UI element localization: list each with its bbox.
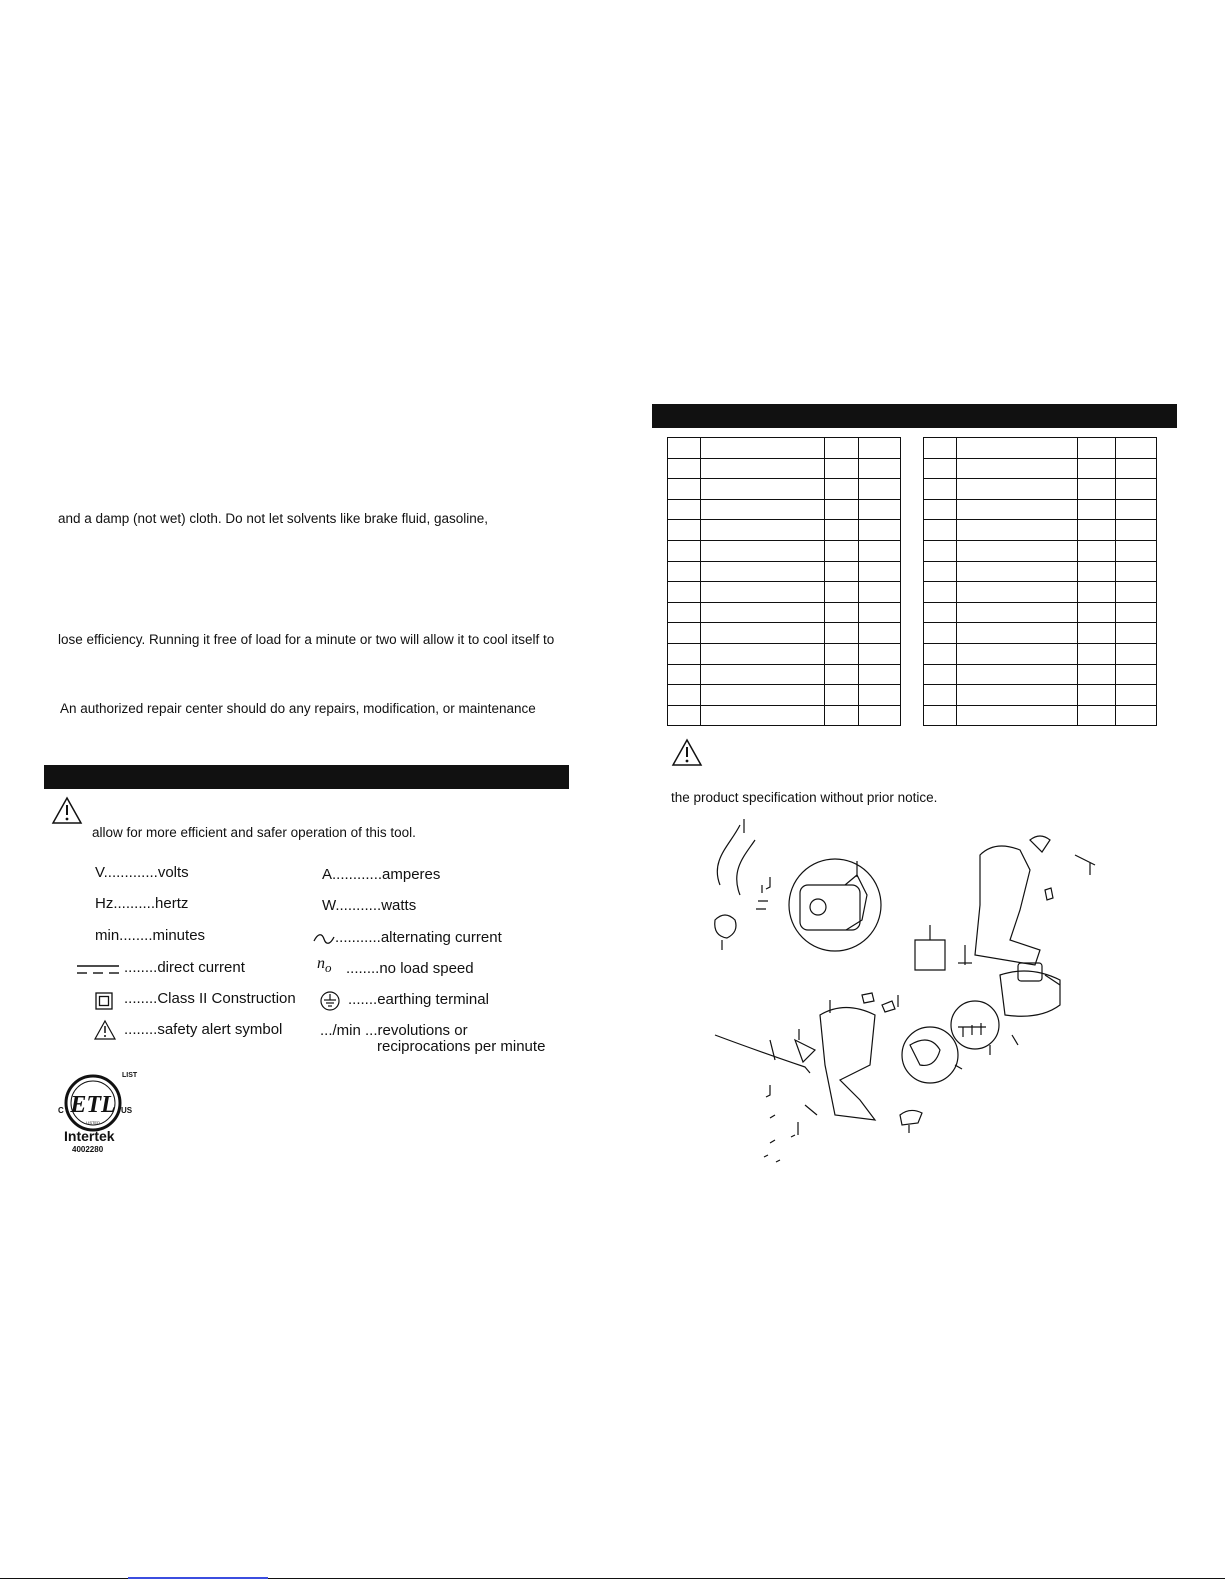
- symbol-revolutions-line-2: reciprocations per minute: [377, 1038, 546, 1055]
- notice-text: the product specification without prior notice.: [671, 790, 938, 805]
- table-row: [924, 685, 1157, 706]
- table-cell: [701, 664, 825, 685]
- table-cell: [957, 458, 1078, 479]
- table-row: [668, 540, 901, 561]
- paragraph-line-2: lose efficiency. Running it free of load for a minute or two will allow it to cool itself to: [58, 632, 555, 647]
- parts-table-left: [667, 437, 901, 726]
- table-cell: [924, 602, 957, 623]
- table-cell: [825, 623, 858, 644]
- table-row: [668, 499, 901, 520]
- table-cell: [1078, 458, 1115, 479]
- table-cell: [957, 520, 1078, 541]
- table-cell: [1078, 438, 1115, 459]
- table-row: [668, 643, 901, 664]
- table-cell: [825, 438, 858, 459]
- table-cell: [858, 705, 900, 726]
- table-cell: [1115, 438, 1156, 459]
- table-cell: [825, 582, 858, 603]
- table-cell: [1078, 623, 1115, 644]
- table-cell: [924, 438, 957, 459]
- etl-text: ETL: [70, 1092, 116, 1118]
- table-cell: [957, 540, 1078, 561]
- paragraph-line-3: An authorized repair center should do any repairs, modification, or maintenance: [60, 701, 536, 716]
- table-row: [924, 561, 1157, 582]
- table-cell: [1078, 643, 1115, 664]
- table-cell: [668, 520, 701, 541]
- table-cell: [701, 499, 825, 520]
- table-cell: [1115, 623, 1156, 644]
- symbol-amperes: A............amperes: [322, 866, 441, 883]
- table-cell: [668, 561, 701, 582]
- table-cell: [668, 602, 701, 623]
- table-row: [924, 438, 1157, 459]
- table-cell: [858, 561, 900, 582]
- table-cell: [1078, 561, 1115, 582]
- table-cell: [1115, 458, 1156, 479]
- table-cell: [858, 602, 900, 623]
- table-cell: [957, 623, 1078, 644]
- table-row: [668, 582, 901, 603]
- table-cell: [701, 705, 825, 726]
- table-cell: [858, 623, 900, 644]
- table-cell: [1078, 479, 1115, 500]
- symbol-no-load-speed: ........no load speed: [346, 960, 474, 977]
- table-cell: [924, 664, 957, 685]
- table-cell: [668, 623, 701, 644]
- table-cell: [1078, 499, 1115, 520]
- table-cell: [1115, 499, 1156, 520]
- table-cell: [1115, 520, 1156, 541]
- table-cell: [701, 623, 825, 644]
- table-cell: [924, 458, 957, 479]
- table-cell: [668, 540, 701, 561]
- class-ii-square-icon: [95, 992, 113, 1010]
- table-cell: [1078, 540, 1115, 561]
- symbol-class-ii: ........Class II Construction: [124, 990, 296, 1007]
- table-row: [924, 520, 1157, 541]
- etl-c: C: [58, 1106, 64, 1115]
- table-cell: [924, 705, 957, 726]
- no-load-speed-icon: $n_o$: [317, 955, 332, 976]
- table-cell: [668, 479, 701, 500]
- table-cell: [701, 479, 825, 500]
- table-row: [924, 479, 1157, 500]
- table-row: [924, 582, 1157, 603]
- symbol-alternating-current: ...........alternating current: [335, 929, 502, 946]
- table-cell: [924, 623, 957, 644]
- intertek-name: Intertek: [64, 1128, 115, 1144]
- table-cell: [825, 479, 858, 500]
- table-cell: [668, 438, 701, 459]
- table-cell: [825, 602, 858, 623]
- table-cell: [858, 685, 900, 706]
- table-cell: [858, 479, 900, 500]
- table-cell: [701, 685, 825, 706]
- table-cell: [825, 540, 858, 561]
- table-cell: [858, 582, 900, 603]
- symbol-revolutions: .../min ...revolutions or: [320, 1022, 468, 1039]
- table-cell: [858, 540, 900, 561]
- table-cell: [957, 643, 1078, 664]
- table-cell: [1115, 561, 1156, 582]
- direct-current-icon: [76, 963, 120, 977]
- table-row: [668, 664, 901, 685]
- table-row: [668, 602, 901, 623]
- warning-triangle-icon: [672, 739, 702, 766]
- table-cell: [701, 561, 825, 582]
- table-cell: [668, 685, 701, 706]
- table-row: [924, 705, 1157, 726]
- table-cell: [701, 602, 825, 623]
- table-row: [668, 623, 901, 644]
- etl-certification-mark: [55, 1068, 138, 1154]
- table-cell: [957, 499, 1078, 520]
- intertek-number: 4002280: [72, 1145, 104, 1154]
- table-cell: [825, 561, 858, 582]
- table-cell: [825, 664, 858, 685]
- table-cell: [924, 685, 957, 706]
- table-cell: [957, 561, 1078, 582]
- table-cell: [1078, 602, 1115, 623]
- table-cell: [1115, 540, 1156, 561]
- table-cell: [825, 705, 858, 726]
- table-cell: [1115, 582, 1156, 603]
- table-cell: [825, 499, 858, 520]
- table-row: [668, 685, 901, 706]
- table-cell: [957, 705, 1078, 726]
- table-cell: [924, 643, 957, 664]
- table-cell: [858, 438, 900, 459]
- table-row: [924, 664, 1157, 685]
- table-row: [668, 520, 901, 541]
- table-cell: [858, 643, 900, 664]
- table-row: [924, 499, 1157, 520]
- table-row: [668, 438, 901, 459]
- table-cell: [858, 458, 900, 479]
- table-cell: [858, 520, 900, 541]
- table-cell: [957, 664, 1078, 685]
- symbols-intro: allow for more efficient and safer operation of this tool.: [92, 825, 416, 840]
- table-cell: [924, 561, 957, 582]
- table-cell: [825, 520, 858, 541]
- symbol-safety-alert: ........safety alert symbol: [124, 1021, 283, 1038]
- section-header-bar-right: [652, 404, 1177, 428]
- table-cell: [701, 643, 825, 664]
- table-cell: [924, 479, 957, 500]
- parts-table-right: [923, 437, 1157, 726]
- table-row: [924, 458, 1157, 479]
- earthing-terminal-icon: [320, 991, 340, 1011]
- table-cell: [668, 582, 701, 603]
- symbol-hertz: Hz..........hertz: [95, 895, 189, 912]
- table-cell: [701, 582, 825, 603]
- table-row: [924, 643, 1157, 664]
- table-cell: [701, 438, 825, 459]
- warning-triangle-icon: [52, 797, 82, 824]
- table-cell: [668, 643, 701, 664]
- symbol-volts: V.............volts: [95, 864, 189, 881]
- symbol-watts: W...........watts: [322, 897, 417, 914]
- table-row: [668, 479, 901, 500]
- table-cell: [1115, 479, 1156, 500]
- table-row: [668, 705, 901, 726]
- table-cell: [924, 520, 957, 541]
- etl-us: US: [121, 1106, 133, 1115]
- table-cell: [701, 520, 825, 541]
- link-underline: [128, 1577, 268, 1579]
- table-cell: [1115, 664, 1156, 685]
- table-cell: [957, 438, 1078, 459]
- symbol-direct-current: ........direct current: [124, 959, 245, 976]
- table-cell: [957, 582, 1078, 603]
- table-cell: [825, 458, 858, 479]
- table-cell: [1115, 705, 1156, 726]
- table-cell: [858, 664, 900, 685]
- table-cell: [1115, 643, 1156, 664]
- table-row: [924, 623, 1157, 644]
- alternating-current-icon: [313, 933, 335, 945]
- table-cell: [1115, 685, 1156, 706]
- table-cell: [1078, 582, 1115, 603]
- table-cell: [668, 499, 701, 520]
- paragraph-line-1: and a damp (not wet) cloth. Do not let solvents like brake fluid, gasoline,: [58, 511, 488, 526]
- etl-list: LIST: [122, 1072, 138, 1079]
- table-cell: [924, 582, 957, 603]
- etl-listed: LISTED: [85, 1120, 101, 1125]
- table-cell: [924, 499, 957, 520]
- table-cell: [858, 499, 900, 520]
- table-cell: [825, 643, 858, 664]
- symbol-minutes: min........minutes: [95, 927, 206, 944]
- table-cell: [668, 705, 701, 726]
- table-cell: [825, 685, 858, 706]
- table-cell: [957, 685, 1078, 706]
- table-cell: [668, 458, 701, 479]
- table-cell: [1078, 664, 1115, 685]
- table-row: [924, 540, 1157, 561]
- table-cell: [668, 664, 701, 685]
- table-cell: [1078, 705, 1115, 726]
- safety-alert-icon: [94, 1020, 116, 1040]
- table-cell: [957, 479, 1078, 500]
- table-row: [924, 602, 1157, 623]
- table-cell: [1078, 520, 1115, 541]
- table-cell: [1078, 685, 1115, 706]
- section-header-bar-left: [44, 765, 569, 789]
- table-cell: [701, 458, 825, 479]
- table-cell: [957, 602, 1078, 623]
- table-cell: [924, 540, 957, 561]
- table-cell: [701, 540, 825, 561]
- exploded-parts-diagram: [700, 815, 1120, 1175]
- symbol-earthing-terminal: .......earthing terminal: [348, 991, 489, 1008]
- table-cell: [1115, 602, 1156, 623]
- table-row: [668, 561, 901, 582]
- table-row: [668, 458, 901, 479]
